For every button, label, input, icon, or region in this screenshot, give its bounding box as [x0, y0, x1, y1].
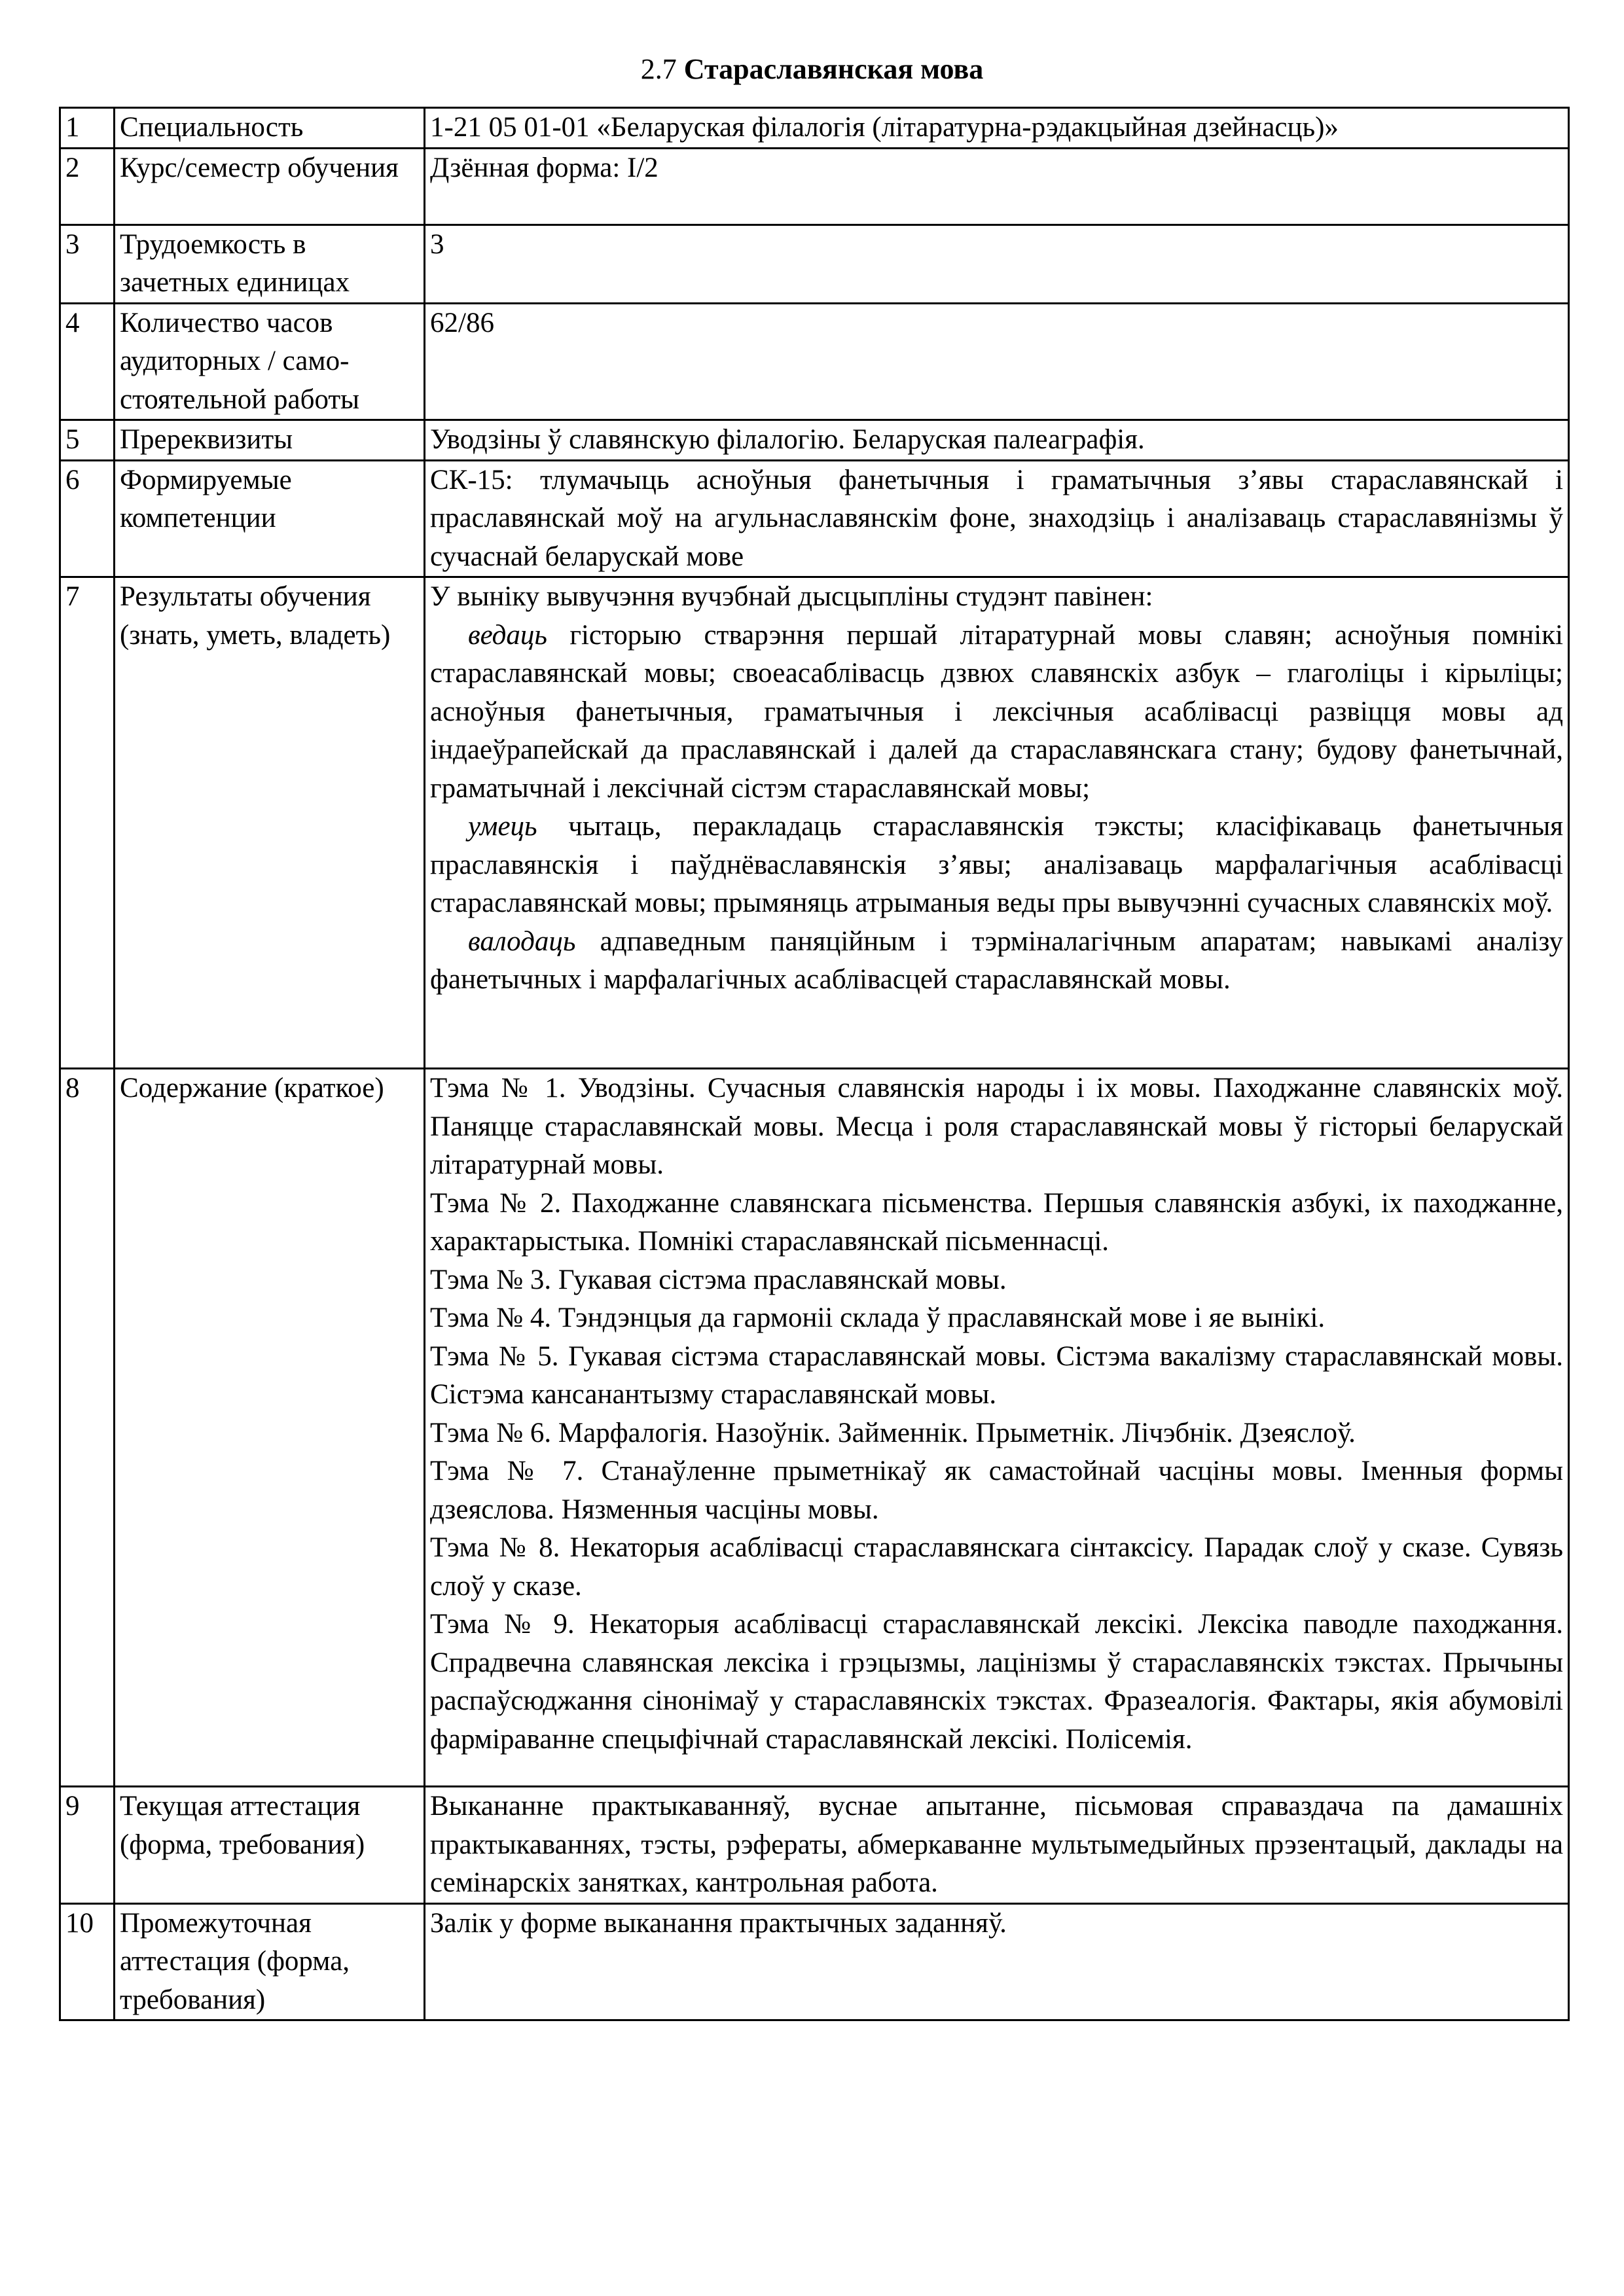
row-number: 1 [60, 108, 115, 149]
row-number: 10 [60, 1903, 115, 2020]
topic-item: Тэма № 9. Некаторыя асаблівасці старaславянскай лексікі. Лексіка паводле паходжання. Спрадвечна славянская лексіка і грэцызмы, лацінізмы ў старaславянскіх тэкстах. Прычыны распаўсюджання сінонімаў у старaславянскіх тэкстах. Фразеалогія. Фактары, якія абумовілі фарміраванне спецыфічнай старaславянскай лексікі. Полісемія. [430, 1609, 1563, 1755]
row-number: 5 [60, 420, 115, 461]
table-row-10 [60, 1903, 1569, 2020]
row-label: Курс/семестр обучения [115, 148, 425, 224]
table-row-1 [60, 108, 1569, 149]
topic-item: Тэма № 6. Марфалогія. Назоўнік. Займеннік. Прыметнік. Лічэбнік. Дзеяслоў. [430, 1417, 1356, 1448]
results-can [430, 808, 1563, 923]
row-number: 6 [60, 460, 115, 577]
topic-item: Тэма № 1. Уводзіны. Сучасныя славянскія народы і іх мовы. Паходжанне славянскіх моў. Паняцце старaславянскай мовы. Месца і роля старaславянскай мовы ў гісторыі беларускай літаратурнай мовы. [430, 1073, 1563, 1180]
results-know [430, 617, 1563, 808]
row-number: 7 [60, 577, 115, 1069]
title-text: Старaславянская мова [683, 53, 984, 85]
row-label: Содержание (краткое) [115, 1069, 425, 1787]
topic-item: Тэма № 2. Паходжанне славянскага пісьменства. Першыя славянскія азбукі, іх паходжанне, характарыстыка. Помнікі старaславянскай пісьменнасці. [430, 1187, 1563, 1257]
row-number: 4 [60, 303, 115, 420]
table-row-8 [60, 1069, 1569, 1787]
syllabus-table [59, 107, 1570, 2021]
row-label: Промежуточная аттестация (форма, требования) [115, 1903, 425, 2020]
table-row-2 [60, 148, 1569, 224]
row-number: 9 [60, 1787, 115, 1904]
row-content: СК-15: тлумачыць асноўныя фанетычныя і граматычныя з’явы старaславянскай і праславянскай моў на агульнаславянскім фоне, знаходзіць і аналізаваць старaславянізмы ў сучаснай беларускай мове [425, 460, 1569, 577]
row-content: Уводзіны ў славянскую філалогію. Беларуская палеаграфія. [425, 420, 1569, 461]
results-own-text: адпаведным паняційным і тэрміналагічным апаратам; навыкамі аналізу фанетычных і марфалагічных асаблівасцей старaславянскай мовы. [430, 925, 1563, 995]
topic-item: Тэма № 7. Станаўленне прыметнікаў як самастойнай часціны мовы. Іменныя формы дзеяслова. Нязменныя часціны мовы. [430, 1456, 1563, 1525]
row-label: Результаты обучения (знать, уметь, владеть) [115, 577, 425, 1069]
row-number: 8 [60, 1069, 115, 1787]
row-content: Залік у форме выканання практычных заданняў. [425, 1903, 1569, 2020]
row-content: Дзённая форма: I/2 [425, 148, 1569, 224]
row-label: Пререквизиты [115, 420, 425, 461]
row-number: 2 [60, 148, 115, 224]
row-label: Трудоемкость в зачетных единицах [115, 224, 425, 303]
row-content [425, 1069, 1569, 1787]
results-own-lead: валодаць [468, 925, 576, 957]
results-know-lead: ведаць [468, 619, 548, 651]
row-number: 3 [60, 224, 115, 303]
table-row-9 [60, 1787, 1569, 1904]
topic-item: Тэма № 8. Некаторыя асаблівасці старaславянскага сінтаксісу. Парадак слоў у сказе. Сувязь слоў у сказе. [430, 1532, 1563, 1602]
row-label: Текущая аттестация (форма, требования) [115, 1787, 425, 1904]
table-row-6 [60, 460, 1569, 577]
title-number: 2.7 [640, 53, 677, 85]
results-can-text: чытаць, перакладаць старaславянскія тэксты; класіфікаваць фанетычныя праславянскія і паўднёваславянскія з’явы; аналізаваць марфалагічныя асаблівасці старaславянскай мовы; прымяняць атрыманыя веды пры вывучэнні сучасных славянскіх моў. [430, 811, 1563, 918]
row-content: 3 [425, 224, 1569, 303]
topic-item: Тэма № 4. Тэндэнцыя да гармоніі склада ў праславянскай мове і яе вынікі. [430, 1302, 1326, 1333]
results-can-lead: умець [468, 811, 537, 842]
table-row-3 [60, 224, 1569, 303]
row-label: Формируемые компетенции [115, 460, 425, 577]
row-content: 1-21 05 01-01 «Беларуская філалогія (літаратурна-рэдакцыйная дзейнасць)» [425, 108, 1569, 149]
row-content [425, 577, 1569, 1069]
results-know-text: гісторыю стварэння першай літаратурнай мовы славян; асноўныя помнікі старaславянскай мовы; своеасаблівасць дзвюх славянскіх азбук – глаголіцы і кірыліцы; асноўныя фанетычныя, граматычныя і лексічныя асаблівасці развіцця мовы ад індаеўрапейскай да праславянскай і далей да старaславянскага стану; будову фанетычнай, граматычнай і лексічнай сістэм старaславянскай мовы; [430, 619, 1563, 804]
row-label: Специальность [115, 108, 425, 149]
page-title [0, 51, 1624, 88]
topic-item: Тэма № 3. Гукавая сістэма праславянскай мовы. [430, 1264, 1007, 1295]
row-content: 62/86 [425, 303, 1569, 420]
results-intro: У выніку вывучэння вучэбнай дысцыпліны студэнт павінен: [430, 581, 1153, 612]
table-row-4 [60, 303, 1569, 420]
row-content: Выкананне практыкаванняў, вуснае апытанне, пісьмовая справаздача па дамашніх практыкаваннях, тэсты, рэфераты, абмеркаванне мультымедыйных прэзентацый, даклады на семінарскіх занятках, кантрольная работа. [425, 1787, 1569, 1904]
table-row-7 [60, 577, 1569, 1069]
row-label: Количество часов аудиторных / само-стоятельной работы [115, 303, 425, 420]
results-own [430, 923, 1563, 999]
table-row-5 [60, 420, 1569, 461]
topic-item: Тэма № 5. Гукавая сістэма старaславянскай мовы. Сістэма вакалізму старaславянскай мовы. Сістэма кансанантызму старaславянскай мовы. [430, 1340, 1563, 1410]
